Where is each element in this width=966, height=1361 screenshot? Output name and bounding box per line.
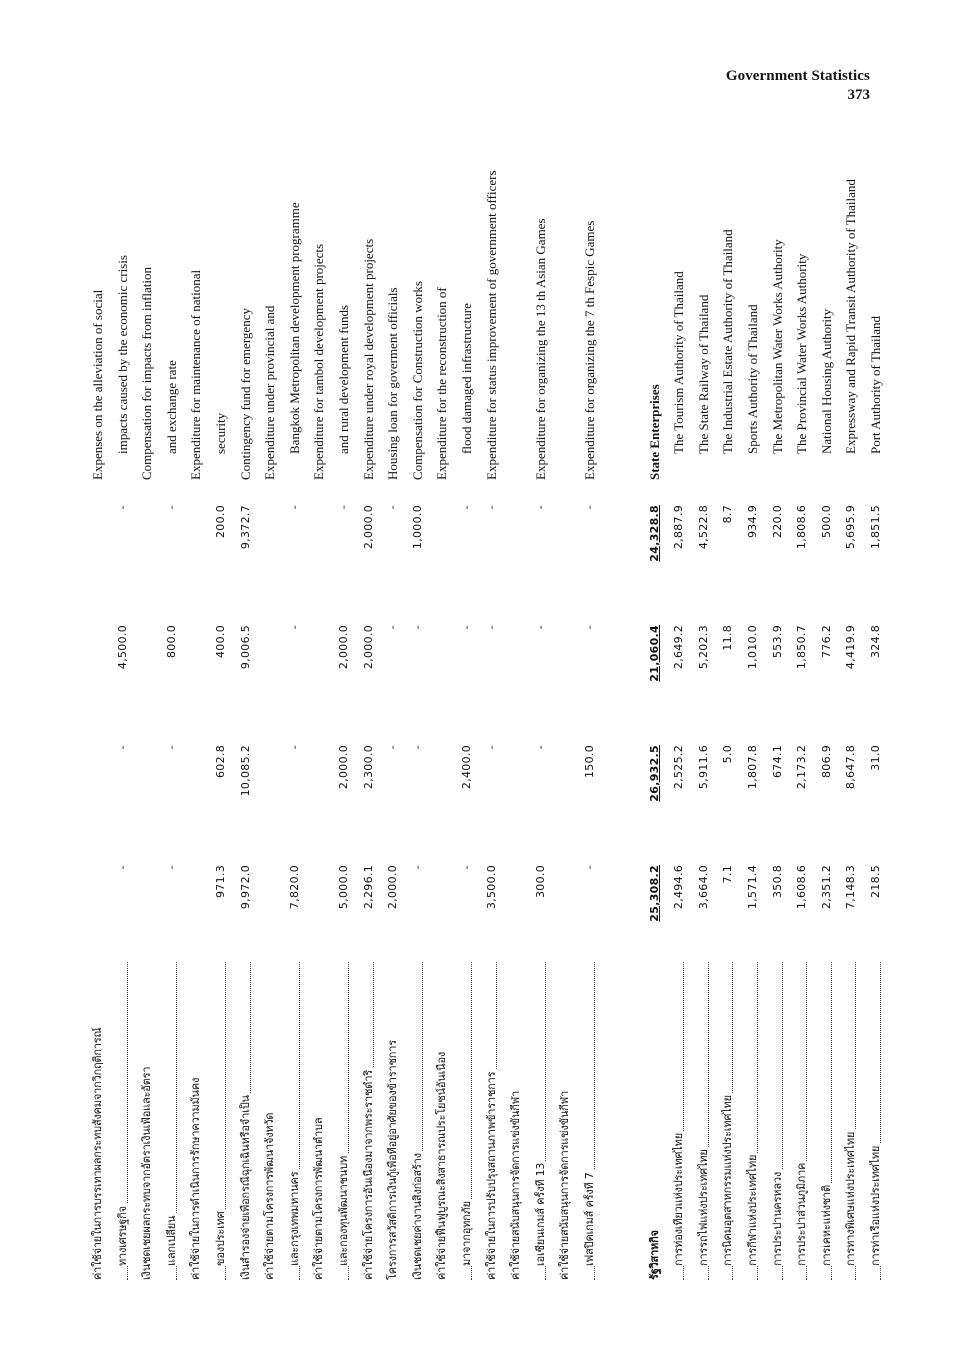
thai-label — [820, 962, 834, 1280]
thai-label — [189, 962, 203, 1280]
value-cell-2: - — [533, 745, 547, 750]
value-cell-1: 300.0 — [533, 865, 547, 898]
thai-label — [672, 962, 686, 1280]
value-cell-4: 200.0 — [214, 505, 227, 538]
english-label: The State Railway of Thailand — [695, 294, 711, 454]
english-label: Sports Authority of Thailand — [745, 304, 760, 454]
table-row — [583, 145, 607, 1280]
value-cell-2: 31.0 — [869, 745, 882, 771]
value-cell-3: 2,000.0 — [361, 625, 375, 670]
value-cell-4: - — [164, 505, 178, 510]
value-cell-3: - — [287, 625, 301, 630]
thai-label-text: เฟสปิคเกมส์ ครั้งที่ 7 — [583, 1172, 596, 1266]
thai-label — [362, 962, 376, 1280]
value-cell-4: 2,000.0 — [361, 505, 375, 550]
thai-label-text: เงินชดเชยค่างานสิ่งก่อสร้าง — [410, 1153, 424, 1280]
value-cell-3: 4,419.9 — [844, 625, 858, 670]
english-label: flood damaged infrastructure — [459, 303, 474, 454]
thai-label-text: ค่าใช้จ่ายตามโครงการพัฒนาตำบล — [312, 1117, 326, 1280]
value-cell-4: 24,328.8 — [647, 505, 661, 562]
thai-label — [91, 962, 105, 1280]
value-cell-3: - — [386, 625, 400, 630]
value-cell-2: 5,911.6 — [696, 745, 710, 790]
thai-label-text: การประปาส่วนภูมิภาค — [795, 1162, 809, 1266]
value-cell-1: 2,494.6 — [672, 865, 686, 910]
english-label: Expenditure for status improvement of government officers — [483, 170, 499, 480]
english-label: Housing loan for goverment officials — [385, 287, 401, 480]
english-label: The Tourism Authority of Thailand — [671, 271, 687, 454]
value-cell-2: - — [484, 745, 498, 750]
table-row — [534, 145, 558, 1280]
thai-label — [460, 962, 474, 1280]
thai-label-text: โครงการสวัสดิการเงินกู้เพื่อที่อยู่อาศัยของข้าราชการ — [386, 1040, 400, 1280]
thai-label — [558, 962, 572, 1280]
value-cell-2: 2,400.0 — [460, 745, 473, 790]
table-row — [869, 145, 893, 1280]
thai-label — [411, 962, 425, 1280]
value-cell-1: 7,820.0 — [287, 865, 301, 910]
english-label: and rural development funds — [336, 304, 351, 454]
english-label: Expenditure for tambol development projects — [311, 243, 327, 480]
table-row — [795, 145, 819, 1280]
value-cell-1: 3,664.0 — [696, 865, 710, 910]
value-cell-2: - — [164, 745, 178, 750]
table-row — [460, 145, 484, 1280]
thai-label — [844, 962, 858, 1280]
value-cell-1: 218.5 — [869, 865, 882, 898]
thai-label-text: ค่าใช้จ่ายตามโครงการพัฒนาจังหวัด — [263, 1112, 277, 1280]
value-cell-4: 500.0 — [819, 505, 833, 538]
value-cell-4: - — [386, 505, 400, 510]
table-row — [746, 145, 770, 1280]
thai-label — [116, 962, 130, 1280]
value-cell-3: - — [410, 625, 424, 630]
thai-label-text: รัฐวิสาหกิจ — [647, 1230, 661, 1280]
table-row — [435, 145, 459, 1280]
value-cell-4: 2,887.9 — [672, 505, 686, 550]
thai-label — [214, 962, 228, 1280]
english-label: Contingency fund for emergency — [237, 308, 253, 480]
value-cell-4: 8.7 — [721, 505, 735, 524]
value-cell-4: 5,695.9 — [844, 505, 858, 550]
thai-label-text: ค่าใช้จ่ายสนับสนุนการจัดการแข่งขันกีฬา — [558, 1090, 572, 1280]
thai-label-text: ทางเศรษฐกิจ — [115, 1206, 129, 1266]
thai-label — [869, 962, 883, 1280]
thai-label-text: เอเชี่ยนเกมส์ ครั้งที่ 13 — [533, 1162, 547, 1266]
english-label: Expenditure for maintenance of national — [188, 269, 204, 480]
value-cell-2: - — [287, 745, 301, 750]
thai-label-text: มาจากอุทกภัย — [460, 1201, 473, 1266]
value-cell-3: 5,202.3 — [696, 625, 710, 670]
thai-label — [583, 962, 597, 1280]
value-cell-3: 2,000.0 — [337, 625, 350, 670]
thai-label-text: การเคหะแห่งชาติ — [819, 1185, 833, 1266]
english-label: State Enterprises — [646, 384, 662, 480]
value-cell-2: - — [115, 745, 129, 750]
thai-label — [534, 962, 548, 1280]
table-row — [509, 145, 533, 1280]
thai-label-text: และกองทุนพัฒนาชนบท — [337, 1155, 350, 1266]
thai-label-text: ค่าใช้จ่ายในการปรับปรุงสถานภาพข้าราชการ — [484, 1071, 498, 1280]
english-label: Compensation for Construction works — [409, 281, 425, 480]
value-cell-3: 1,010.0 — [746, 625, 759, 670]
thai-label-text: การรถไฟแห่งประเทศไทย — [696, 1149, 710, 1266]
table-row — [337, 145, 361, 1280]
value-cell-4: 1,808.6 — [795, 505, 809, 550]
table-row — [116, 145, 140, 1280]
table-row — [239, 145, 263, 1280]
value-cell-3: 11.8 — [721, 625, 735, 651]
thai-label-text: การท่องเที่ยวแห่งประเทศไทย — [672, 1133, 686, 1266]
english-label: Expenditure under provincial and — [262, 305, 278, 480]
value-cell-2: 10,085.2 — [238, 745, 252, 797]
value-cell-1: 350.8 — [770, 865, 784, 898]
value-cell-3: 800.0 — [164, 625, 178, 658]
english-label: impacts caused by the economic crisis — [114, 255, 130, 454]
value-cell-1: 2,296.1 — [361, 865, 375, 910]
thai-label — [435, 962, 449, 1280]
english-label: The Provincial Water Works Authority — [794, 253, 810, 454]
value-cell-4: 934.9 — [746, 505, 759, 538]
thai-label-text: การท่าเรือแห่งประเทศไทย — [869, 1145, 882, 1266]
thai-label-text: ค่าใช้จ่ายในการดำเนินการรักษาความมั่นคง — [189, 1077, 203, 1280]
value-cell-1: 971.3 — [214, 865, 227, 898]
thai-label — [312, 962, 326, 1280]
table-row — [721, 145, 745, 1280]
value-cell-4: - — [533, 505, 547, 510]
section-row — [648, 145, 672, 1280]
running-title: Government Statistics — [725, 68, 870, 84]
thai-label — [697, 962, 711, 1280]
value-cell-1: - — [583, 865, 596, 870]
thai-label-text: เงินชดเชยผลกระทบจากอัตราเงินเฟ้อและอัตรา — [140, 1066, 154, 1280]
value-cell-2: 2,173.2 — [795, 745, 809, 790]
value-cell-1: 9,972.0 — [238, 865, 252, 910]
value-cell-2: 602.8 — [214, 745, 227, 778]
english-label: Expressway and Rapid Transit Authority of Thailand — [843, 179, 859, 454]
budget-table — [83, 145, 883, 1280]
thai-label — [288, 962, 302, 1280]
value-cell-3: - — [484, 625, 498, 630]
table-row — [312, 145, 336, 1280]
value-cell-3: 324.8 — [869, 625, 882, 658]
thai-label-text: ของประเทศ — [214, 1211, 227, 1266]
table-row — [91, 145, 115, 1280]
table-row — [411, 145, 435, 1280]
table-row — [820, 145, 844, 1280]
thai-label — [721, 962, 735, 1280]
value-cell-1: 1,608.6 — [795, 865, 809, 910]
value-cell-1: 2,000.0 — [386, 865, 400, 910]
thai-label-text: การนิคมอุตสาหกรรมแห่งประเทศไทย — [721, 1095, 735, 1266]
value-cell-3: - — [583, 625, 596, 630]
thai-label-text: ค่าใช้จ่ายโครงการอันเนื่องมาจากพระราชดำริ — [361, 1069, 375, 1280]
table-row — [771, 145, 795, 1280]
english-label: National Housing Authority — [818, 308, 834, 454]
value-cell-2: 674.1 — [770, 745, 784, 778]
value-cell-4: - — [484, 505, 498, 510]
english-label: Expenditure for the reconstruction of — [434, 287, 450, 480]
value-cell-1: - — [115, 865, 129, 870]
english-label: security — [213, 412, 228, 454]
value-cell-4: - — [287, 505, 301, 510]
table-row — [844, 145, 868, 1280]
table-row — [165, 145, 189, 1280]
english-label: Expenses on the alleviation of social — [90, 289, 105, 480]
thai-label — [140, 962, 154, 1280]
english-label: Expenditure under royal development projects — [360, 238, 376, 480]
value-cell-4: 1,851.5 — [869, 505, 882, 550]
value-cell-3: - — [460, 625, 473, 630]
value-cell-3: - — [533, 625, 547, 630]
table-row — [386, 145, 410, 1280]
value-cell-2: 1,807.8 — [746, 745, 759, 790]
thai-label — [771, 962, 785, 1280]
page-number: 373 — [847, 87, 870, 103]
table-row — [672, 145, 696, 1280]
value-cell-1: 25,308.2 — [647, 865, 661, 922]
value-cell-4: - — [460, 505, 473, 510]
english-label: and exchange rate — [163, 360, 179, 454]
english-label: The Industrial Estate Authority of Thailand — [720, 229, 736, 454]
thai-label — [337, 962, 351, 1280]
table-row — [558, 145, 582, 1280]
table-row — [214, 145, 238, 1280]
thai-label — [648, 962, 662, 1280]
thai-label — [746, 962, 760, 1280]
table-row — [263, 145, 287, 1280]
value-cell-3: 776.2 — [819, 625, 833, 658]
value-cell-2: 2,000.0 — [337, 745, 350, 790]
value-cell-1: 3,500.0 — [484, 865, 498, 910]
value-cell-1: - — [460, 865, 473, 870]
table-row — [189, 145, 213, 1280]
thai-label-text: การกีฬาแห่งประเทศไทย — [746, 1154, 759, 1266]
value-cell-3: 21,060.4 — [647, 625, 661, 682]
thai-label-text: เงินสำรองจ่ายเพื่อกรณีฉุกเฉินหรือจำเป็น — [238, 1095, 252, 1280]
value-cell-3: 553.9 — [770, 625, 784, 658]
value-cell-2: - — [410, 745, 424, 750]
value-cell-4: - — [115, 505, 129, 510]
page-header — [726, 68, 870, 104]
value-cell-1: - — [410, 865, 424, 870]
value-cell-2: 2,525.2 — [672, 745, 686, 790]
value-cell-2: 8,647.8 — [844, 745, 858, 790]
value-cell-3: 400.0 — [214, 625, 227, 658]
thai-label — [263, 962, 277, 1280]
thai-label-text: ค่าใช้จ่ายสนับสนุนการจัดการแข่งขันกีฬา — [509, 1090, 523, 1280]
thai-label — [795, 962, 809, 1280]
table-row — [697, 145, 721, 1280]
value-cell-1: 7.1 — [721, 865, 735, 884]
value-cell-1: 2,351.2 — [819, 865, 833, 910]
english-label: Port Authority of Thailand — [868, 315, 883, 454]
value-cell-2: 26,932.5 — [647, 745, 661, 802]
value-cell-1: 7,148.3 — [844, 865, 858, 910]
value-cell-1: 5,000.0 — [337, 865, 350, 910]
thai-label — [386, 962, 400, 1280]
thai-label — [485, 962, 499, 1280]
value-cell-4: - — [337, 505, 350, 510]
thai-label — [239, 962, 253, 1280]
thai-label-text: และกรุงเทพมหานคร — [287, 1171, 301, 1266]
thai-label — [165, 962, 179, 1280]
value-cell-2: 2,300.0 — [361, 745, 375, 790]
english-label: Bangkok Metropolitan development programme — [286, 202, 302, 454]
english-label: Expenditure for organizing the 7 th Fespic Games — [582, 220, 597, 480]
value-cell-3: 1,850.7 — [795, 625, 809, 670]
value-cell-4: - — [583, 505, 596, 510]
english-label: Expenditure for organizing the 13 th Asian Games — [532, 218, 548, 480]
thai-label-text: แลกเปลี่ยน — [164, 1215, 178, 1266]
table-row — [288, 145, 312, 1280]
thai-label-text: ค่าใช้จ่ายในการบรรเทาผลกระทบสังคมจากวิกฤติการณ์ — [91, 1027, 104, 1280]
value-cell-3: 4,500.0 — [115, 625, 129, 670]
english-label: Compensation for impacts from inflation — [139, 266, 155, 480]
value-cell-3: 9,006.5 — [238, 625, 252, 670]
value-cell-4: 220.0 — [770, 505, 784, 538]
value-cell-1: - — [164, 865, 178, 870]
thai-label-text: ค่าใช้จ่ายฟื้นฟูบูรณะสิ่งสาธารณประโยชน์อันเนื่อง — [435, 1051, 449, 1280]
thai-label-text: การทางพิเศษแห่งประเทศไทย — [844, 1131, 858, 1266]
value-cell-2: 806.9 — [819, 745, 833, 778]
value-cell-2: 5.0 — [721, 745, 735, 764]
table-row — [362, 145, 386, 1280]
table-row — [140, 145, 164, 1280]
value-cell-4: 4,522.8 — [696, 505, 710, 550]
english-label: The Metropolitan Water Works Authority — [769, 239, 785, 454]
thai-label — [509, 962, 523, 1280]
value-cell-2: - — [386, 745, 400, 750]
thai-label-text: การประปานครหลวง — [770, 1171, 784, 1266]
value-cell-1: 1,571.4 — [746, 865, 759, 910]
value-cell-4: 9,372.7 — [238, 505, 252, 550]
value-cell-4: 1,000.0 — [410, 505, 424, 550]
value-cell-3: 2,649.2 — [672, 625, 686, 670]
table-row — [485, 145, 509, 1280]
value-cell-2: 150.0 — [583, 745, 596, 778]
